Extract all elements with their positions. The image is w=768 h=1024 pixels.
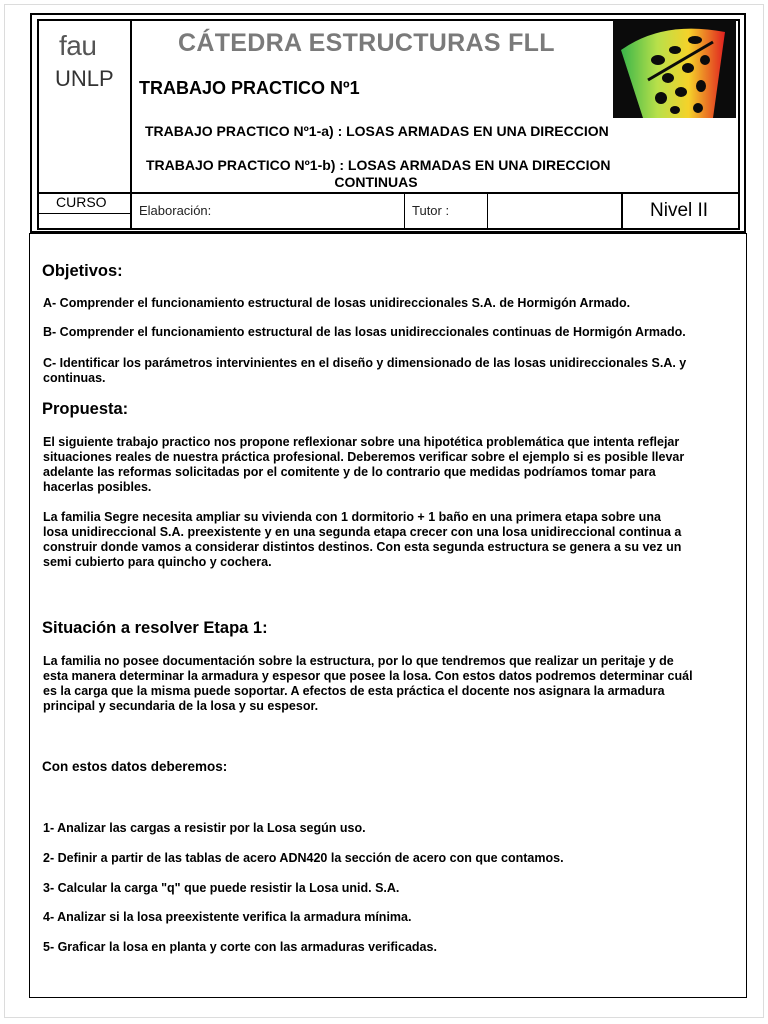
propuesta-p2-line: losa unidireccional S.A. preexistente y en una segunda etapa crecer con una losa unidireccional continua a <box>43 525 682 539</box>
objetivo-c-line1: C- Identificar los parámetros intervinientes en el diseño y dimensionado de las losas unidireccionales S.A. y <box>43 356 687 370</box>
nivel-label: Nivel II <box>650 200 709 221</box>
tp-b-line2: CONTINUAS <box>334 174 418 190</box>
step-3: 3- Calcular la carga "q" que puede resistir la Losa unid. S.A. <box>43 881 400 895</box>
objetivo-c <box>43 356 735 386</box>
datos-heading: Con estos datos deberemos: <box>42 759 228 774</box>
structure-render-image <box>613 20 736 118</box>
step-1: 1- Analizar las cargas a resistir por la Losa según uso. <box>43 821 366 835</box>
objetivo-b: B- Comprender el funcionamiento estructural de las losas unidireccionales continuas de Hormigón Armado. <box>43 325 686 339</box>
trabajo-title: TRABAJO PRACTICO Nº1 <box>139 78 360 98</box>
situacion-line: es la carga que la misma puede soportar. A efectos de esta práctica el docente nos asignara la armadura <box>43 684 665 698</box>
tp-b-title <box>146 157 616 191</box>
header-divider-logo <box>130 20 132 230</box>
objetivos-heading: Objetivos: <box>42 262 123 280</box>
logo-unlp: UNLP <box>55 66 114 91</box>
curso-rule <box>37 213 131 214</box>
objetivo-c-line2: continuas. <box>43 371 106 385</box>
propuesta-p1-line: hacerlas posibles. <box>43 480 152 494</box>
propuesta-p2-line: construir donde vamos a considerar distintos destinos. Con esta segunda estructura se genera a su vez un <box>43 540 682 554</box>
header-divider-tutor <box>487 194 488 230</box>
propuesta-p2-line: semi cubierto para quincho y cochera. <box>43 555 272 569</box>
propuesta-paragraph-2 <box>43 510 735 570</box>
header-divider-elab <box>404 194 405 230</box>
situacion-heading: Situación a resolver Etapa 1: <box>42 619 268 637</box>
tutor-label: Tutor : <box>412 203 450 218</box>
tp-b-line1: TRABAJO PRACTICO Nº1-b) : LOSAS ARMADAS EN UNA DIRECCION <box>146 157 611 173</box>
header-bottom-rule <box>37 192 740 194</box>
situacion-line: principal y secundaria de la losa y su espesor. <box>43 699 319 713</box>
propuesta-p1-line: adelante las reformas solicitadas por el comitente y de lo contrario que medidas podríamos tomar para <box>43 465 656 479</box>
curso-label: CURSO <box>56 194 107 210</box>
propuesta-heading: Propuesta: <box>42 400 129 418</box>
elaboracion-label: Elaboración: <box>139 203 212 218</box>
header-divider-nivel <box>621 194 623 230</box>
propuesta-p1-line: situaciones reales de nuestra práctica profesional. Deberemos verificar sobre el ejemplo si es posible llevar <box>43 450 685 464</box>
logo-fau: fau <box>59 30 97 61</box>
catedra-title: CÁTEDRA ESTRUCTURAS FLL <box>178 29 555 57</box>
propuesta-p2-line: La familia Segre necesita ampliar su vivienda con 1 dormitorio + 1 baño en una primera etapa sobre una <box>43 510 661 524</box>
tp-a-title: TRABAJO PRACTICO Nº1-a) : LOSAS ARMADAS EN UNA DIRECCION <box>145 123 609 139</box>
step-5: 5- Graficar la losa en planta y corte con las armaduras verificadas. <box>43 940 437 954</box>
structure-render-graphic <box>613 20 736 118</box>
step-2: 2- Definir a partir de las tablas de acero ADN420 la sección de acero con que contamos. <box>43 851 564 865</box>
step-4: 4- Analizar si la losa preexistente verifica la armadura mínima. <box>43 910 412 924</box>
objetivo-a: A- Comprender el funcionamiento estructural de losas unidireccionales S.A. de Hormigón Armado. <box>43 296 631 310</box>
situacion-line: La familia no posee documentación sobre la estructura, por lo que tendremos que realizar un peritaje y de <box>43 654 674 668</box>
situacion-line: esta manera determinar la armadura y espesor que posee la losa. Con estos datos podremos determinar cuál <box>43 669 693 683</box>
propuesta-paragraph-1 <box>43 435 735 495</box>
propuesta-p1-line: El siguiente trabajo practico nos propone reflexionar sobre una hipotética problemática que intenta reflejar <box>43 435 680 449</box>
situacion-paragraph <box>43 654 735 714</box>
